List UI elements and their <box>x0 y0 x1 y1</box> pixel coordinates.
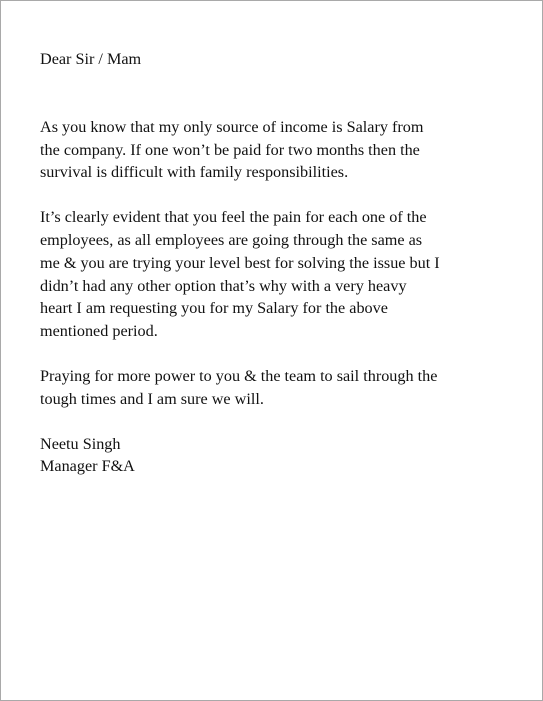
paragraph-closing <box>40 365 520 411</box>
paragraph-request <box>40 206 520 343</box>
paragraph-line: me & you are trying your level best for solving the issue but I <box>40 253 440 272</box>
paragraph-line: employees, as all employees are going through the same as <box>40 230 423 249</box>
paragraph-line: Praying for more power to you & the team to sail through the <box>40 366 438 385</box>
signature-title: Manager F&A <box>40 457 135 476</box>
paragraph-line: As you know that my only source of income is Salary from <box>40 117 424 136</box>
paragraph-line: survival is difficult with family responsibilities. <box>40 163 349 182</box>
paragraph-line: the company. If one won’t be paid for two months then the <box>40 140 420 159</box>
paragraph-line: didn’t had any other option that’s why with a very heavy <box>40 276 407 295</box>
paragraph-line: mentioned period. <box>40 322 158 341</box>
paragraph-line: tough times and I am sure we will. <box>40 389 264 408</box>
paragraph-line: It’s clearly evident that you feel the pain for each one of the <box>40 208 427 227</box>
salutation: Dear Sir / Mam <box>40 50 142 68</box>
paragraph-line: heart I am requesting you for my Salary for the above <box>40 299 388 318</box>
letter-body <box>40 48 520 478</box>
signature-name: Neetu Singh <box>40 434 121 453</box>
paragraph-income <box>40 116 520 184</box>
